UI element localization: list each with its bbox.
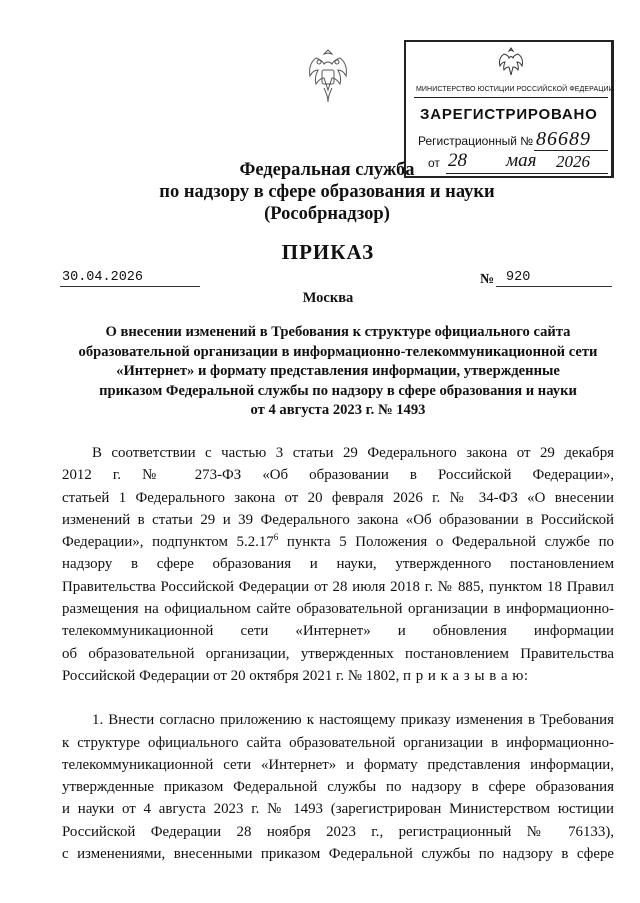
city: Москва (302, 290, 354, 306)
body-line: Правительства Российской Федерации от 28 июля 2018 г. № 885, пунктом 18 Правил (62, 578, 614, 595)
body-text: пункта 5 Положения о Федеральной службе по (278, 534, 614, 551)
coat-of-arms-emblem (302, 44, 354, 108)
body-line: с изменениями, внесенными приказом Федеральной службы по надзору в сфере (62, 846, 614, 863)
body-line: об образовательной организации, утвержденных постановлением Правительства (62, 645, 614, 662)
order-number-sign: № (480, 272, 495, 287)
stamp-emblem-icon (496, 46, 526, 82)
order-title (60, 323, 616, 421)
clause-1-paragraph (62, 709, 614, 865)
superscript: 6 (273, 532, 279, 543)
order-date-underline (60, 286, 200, 287)
body-text: Федерации», подпунктом 5.2.17 (62, 534, 274, 551)
body-line: телекоммуникационной сети «Интернет» и формату представления информации, (62, 756, 614, 773)
stamp-number-underline (534, 150, 608, 151)
body-line: изменений в статьи 29 и 39 Федерального закона «Об образовании в Российской (62, 511, 614, 528)
body-line: размещения на официальном сайте образовательной организации в информационно- (62, 601, 614, 618)
stamp-divider (414, 97, 608, 98)
body-line: утвержденные приказом Федеральной службы по надзору в сфере образования (62, 779, 614, 796)
body-line (62, 531, 614, 553)
order-body (62, 442, 614, 865)
stamp-registered-label: ЗАРЕГИСТРИРОВАНО (420, 106, 598, 123)
body-line: и науки от 4 августа 2023 г. № 1493 (зарегистрирован Министерством юстиции (62, 801, 614, 818)
title-line: «Интернет» и формату представления информации, утвержденные (116, 363, 560, 380)
stamp-date-day: 28 (448, 150, 467, 171)
stamp-reg-number: 86689 (536, 128, 591, 150)
body-line (62, 665, 614, 687)
body-line: к структуре официального сайта образовательной организации в информационно- (62, 734, 614, 751)
title-line: образовательной организации в информационно-телекоммуникационной сети (78, 343, 598, 360)
body-line: телекоммуникационной сети «Интернет» и обновления информации (62, 623, 614, 640)
agency-name-line-1: Федеральная служба (239, 160, 415, 180)
stamp-date-month: мая (506, 150, 537, 171)
body-line: статьей 1 Федерального закона от 20 февраля 2026 г. № 34-ФЗ «О внесении (62, 489, 614, 506)
order-date: 30.04.2026 (62, 270, 144, 285)
stamp-ministry-name: МИНИСТЕРСТВО ЮСТИЦИИ РОССИЙСКОЙ ФЕДЕРАЦИИ (416, 86, 614, 93)
preamble-paragraph (62, 442, 614, 687)
agency-name-line-2: по надзору в сфере образования и науки (159, 182, 495, 202)
order-number-underline (496, 286, 612, 287)
title-line: О внесении изменений в Требования к структуре официального сайта (105, 324, 571, 340)
stamp-reg-number-label: Регистрационный № (418, 134, 534, 148)
body-line: В соответствии с частью 3 статьи 29 Федерального закона от 29 декабря (92, 445, 614, 461)
title-line: от 4 августа 2023 г. № 1493 (250, 402, 426, 419)
title-line: приказом Федеральной службы по надзору в сфере образования и науки (99, 382, 577, 399)
agency-name-line-3: (Рособрнадзор) (264, 204, 390, 224)
document-type: ПРИКАЗ (281, 240, 375, 264)
body-text: Российской Федерации от 20 октября 2021 г. № 1802, (62, 667, 400, 684)
stamp-date-prefix: от (428, 156, 440, 170)
stamp-date-year: 2026 (556, 152, 590, 171)
body-line: 1. Внести согласно приложению к настоящему приказу изменения в Требования (92, 712, 614, 729)
body-line: 2012 г. № 273-ФЗ «Об образовании в Российской Федерации», (62, 467, 614, 484)
body-line: надзору в сфере образования и науки, утвержденного постановлением (62, 556, 614, 573)
order-number: 920 (506, 270, 531, 285)
body-line: Российской Федерации 28 ноября 2023 г., регистрационный № 76133), (62, 823, 614, 840)
order-verb: п р и к а з ы в а ю: (403, 667, 529, 684)
registration-stamp (404, 40, 614, 178)
